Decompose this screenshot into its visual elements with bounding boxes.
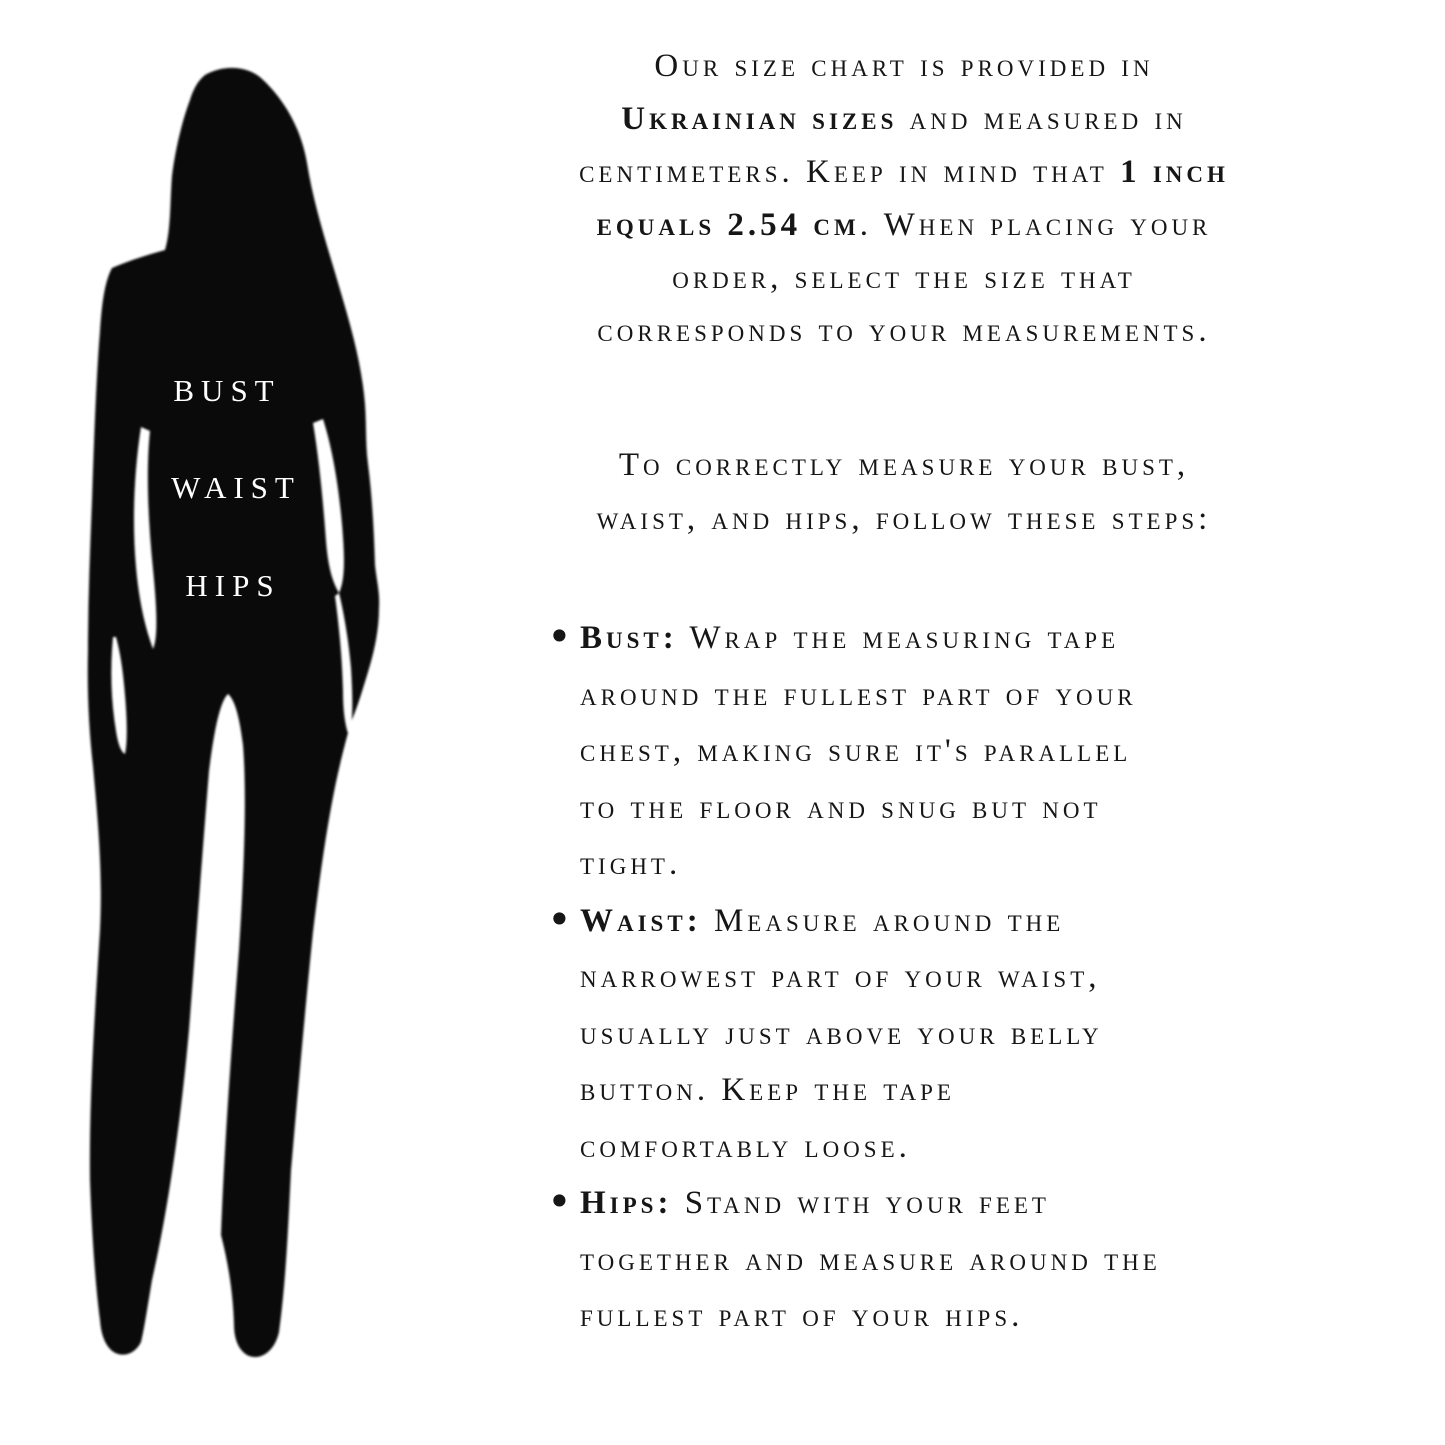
step-line: comfortably loose. bbox=[580, 1128, 911, 1165]
measuring-steps-list bbox=[547, 610, 1347, 1345]
list-item-bust bbox=[547, 610, 1347, 893]
step-label-hips: Hips: bbox=[580, 1185, 673, 1221]
steps-intro-paragraph bbox=[486, 438, 1322, 546]
step-line: narrowest part of your waist, bbox=[580, 959, 1101, 995]
step-line: usually just above your belly bbox=[580, 1015, 1103, 1052]
figure-label-waist: WAIST bbox=[171, 470, 301, 505]
bullet-icon: • bbox=[547, 612, 572, 661]
steps-intro-line: waist, and hips, follow these steps: bbox=[596, 501, 1212, 537]
intro-text: centimeters. Keep in mind that bbox=[579, 154, 1121, 190]
intro-text: Our size chart is provided in bbox=[654, 48, 1154, 84]
intro-line bbox=[486, 146, 1322, 199]
list-item-text bbox=[580, 610, 1347, 893]
measurement-figure bbox=[0, 0, 480, 1445]
step-line: chest, making sure it's parallel bbox=[580, 733, 1132, 769]
step-line: fullest part of your hips. bbox=[580, 1298, 1024, 1334]
intro-text: . When placing your bbox=[859, 207, 1212, 243]
intro-line bbox=[486, 305, 1322, 358]
step-line: tight. bbox=[580, 846, 682, 882]
list-item-waist bbox=[547, 893, 1347, 1176]
intro-text: order, select the size that bbox=[672, 260, 1136, 296]
intro-text-bold: equals 2.54 cm bbox=[596, 207, 860, 243]
step-line bbox=[580, 1175, 1347, 1232]
intro-line bbox=[486, 199, 1322, 252]
list-item-hips bbox=[547, 1175, 1347, 1345]
intro-line bbox=[486, 252, 1322, 305]
step-label-bust: Bust: bbox=[580, 620, 678, 656]
figure-label-bust: BUST bbox=[173, 373, 281, 408]
steps-intro-line: To correctly measure your bust, bbox=[618, 447, 1190, 483]
step-line bbox=[580, 893, 1347, 950]
list-item-text bbox=[580, 893, 1347, 1176]
intro-line bbox=[486, 93, 1322, 146]
intro-text: corresponds to your measurements. bbox=[597, 313, 1211, 349]
step-text: Measure around the bbox=[701, 902, 1065, 939]
intro-line bbox=[486, 40, 1322, 93]
step-text: Stand with your feet bbox=[672, 1185, 1050, 1221]
intro-text: and measured in bbox=[897, 101, 1187, 137]
step-line bbox=[580, 610, 1347, 667]
step-line: button. Keep the tape bbox=[580, 1072, 955, 1108]
silhouette-body-shape bbox=[88, 68, 379, 1357]
female-silhouette-graphic bbox=[0, 0, 480, 1445]
step-text: Wrap the measuring tape bbox=[677, 620, 1120, 656]
step-line: around the fullest part of your bbox=[580, 676, 1137, 713]
intro-paragraph bbox=[486, 40, 1322, 358]
bullet-icon: • bbox=[547, 1177, 572, 1226]
step-line: to the floor and snug but not bbox=[580, 789, 1102, 826]
figure-label-hips: HIPS bbox=[185, 568, 281, 603]
list-item-text bbox=[580, 1175, 1347, 1345]
step-line: together and measure around the bbox=[580, 1241, 1161, 1278]
bullet-icon: • bbox=[547, 894, 572, 944]
step-label-waist: Waist: bbox=[580, 902, 702, 939]
intro-text-bold: Ukrainian sizes bbox=[621, 101, 898, 137]
intro-text-bold: 1 inch bbox=[1120, 154, 1229, 190]
